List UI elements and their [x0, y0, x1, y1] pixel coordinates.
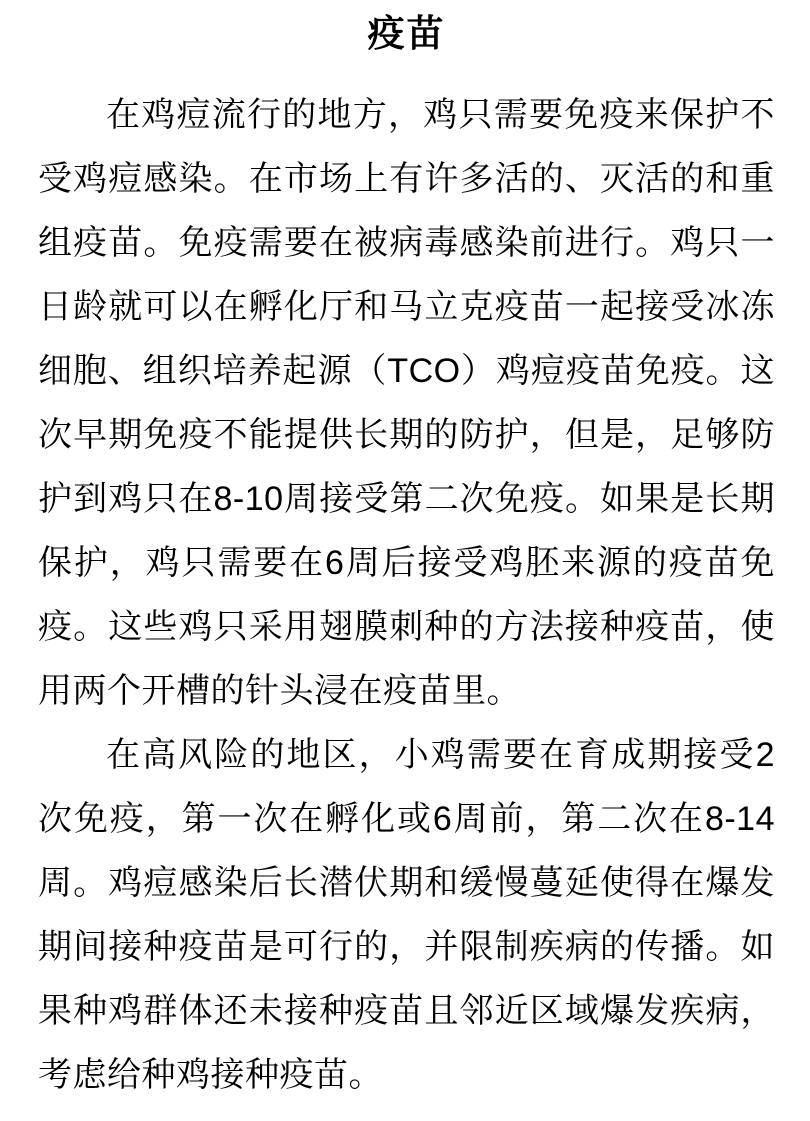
- paragraph-high-risk-areas: 在高风险的地区，小鸡需要在育成期接受2次免疫，第一次在孵化或6周前，第二次在8-14周。鸡痘感染后长潜伏期和缓慢蔓延使得在爆发期间接种疫苗是可行的，并限制疾病的传播。如果种鸡群体还未接种疫苗且邻近区域爆发疾病，考虑给种鸡接种疫苗。: [38, 736, 775, 1094]
- paragraph-vaccination-overview: 在鸡痘流行的地方，鸡只需要免疫来保护不受鸡痘感染。在市场上有许多活的、灭活的和重组疫苗。免疫需要在被病毒感染前进行。鸡只一日龄就可以在孵化厅和马立克疫苗一起接受冰冻细胞、组织培养起源（TCO）鸡痘疫苗免疫。这次早期免疫不能提供长期的防护，但是，足够防护到鸡只在8-10周接受第二次免疫。如果是长期保护，鸡只需要在6周后接受鸡胚来源的疫苗免疫。这些鸡只采用翅膜刺种的方法接种疫苗，使用两个开槽的针头浸在疫苗里。: [38, 96, 775, 710]
- page-title: 疫苗: [367, 13, 446, 54]
